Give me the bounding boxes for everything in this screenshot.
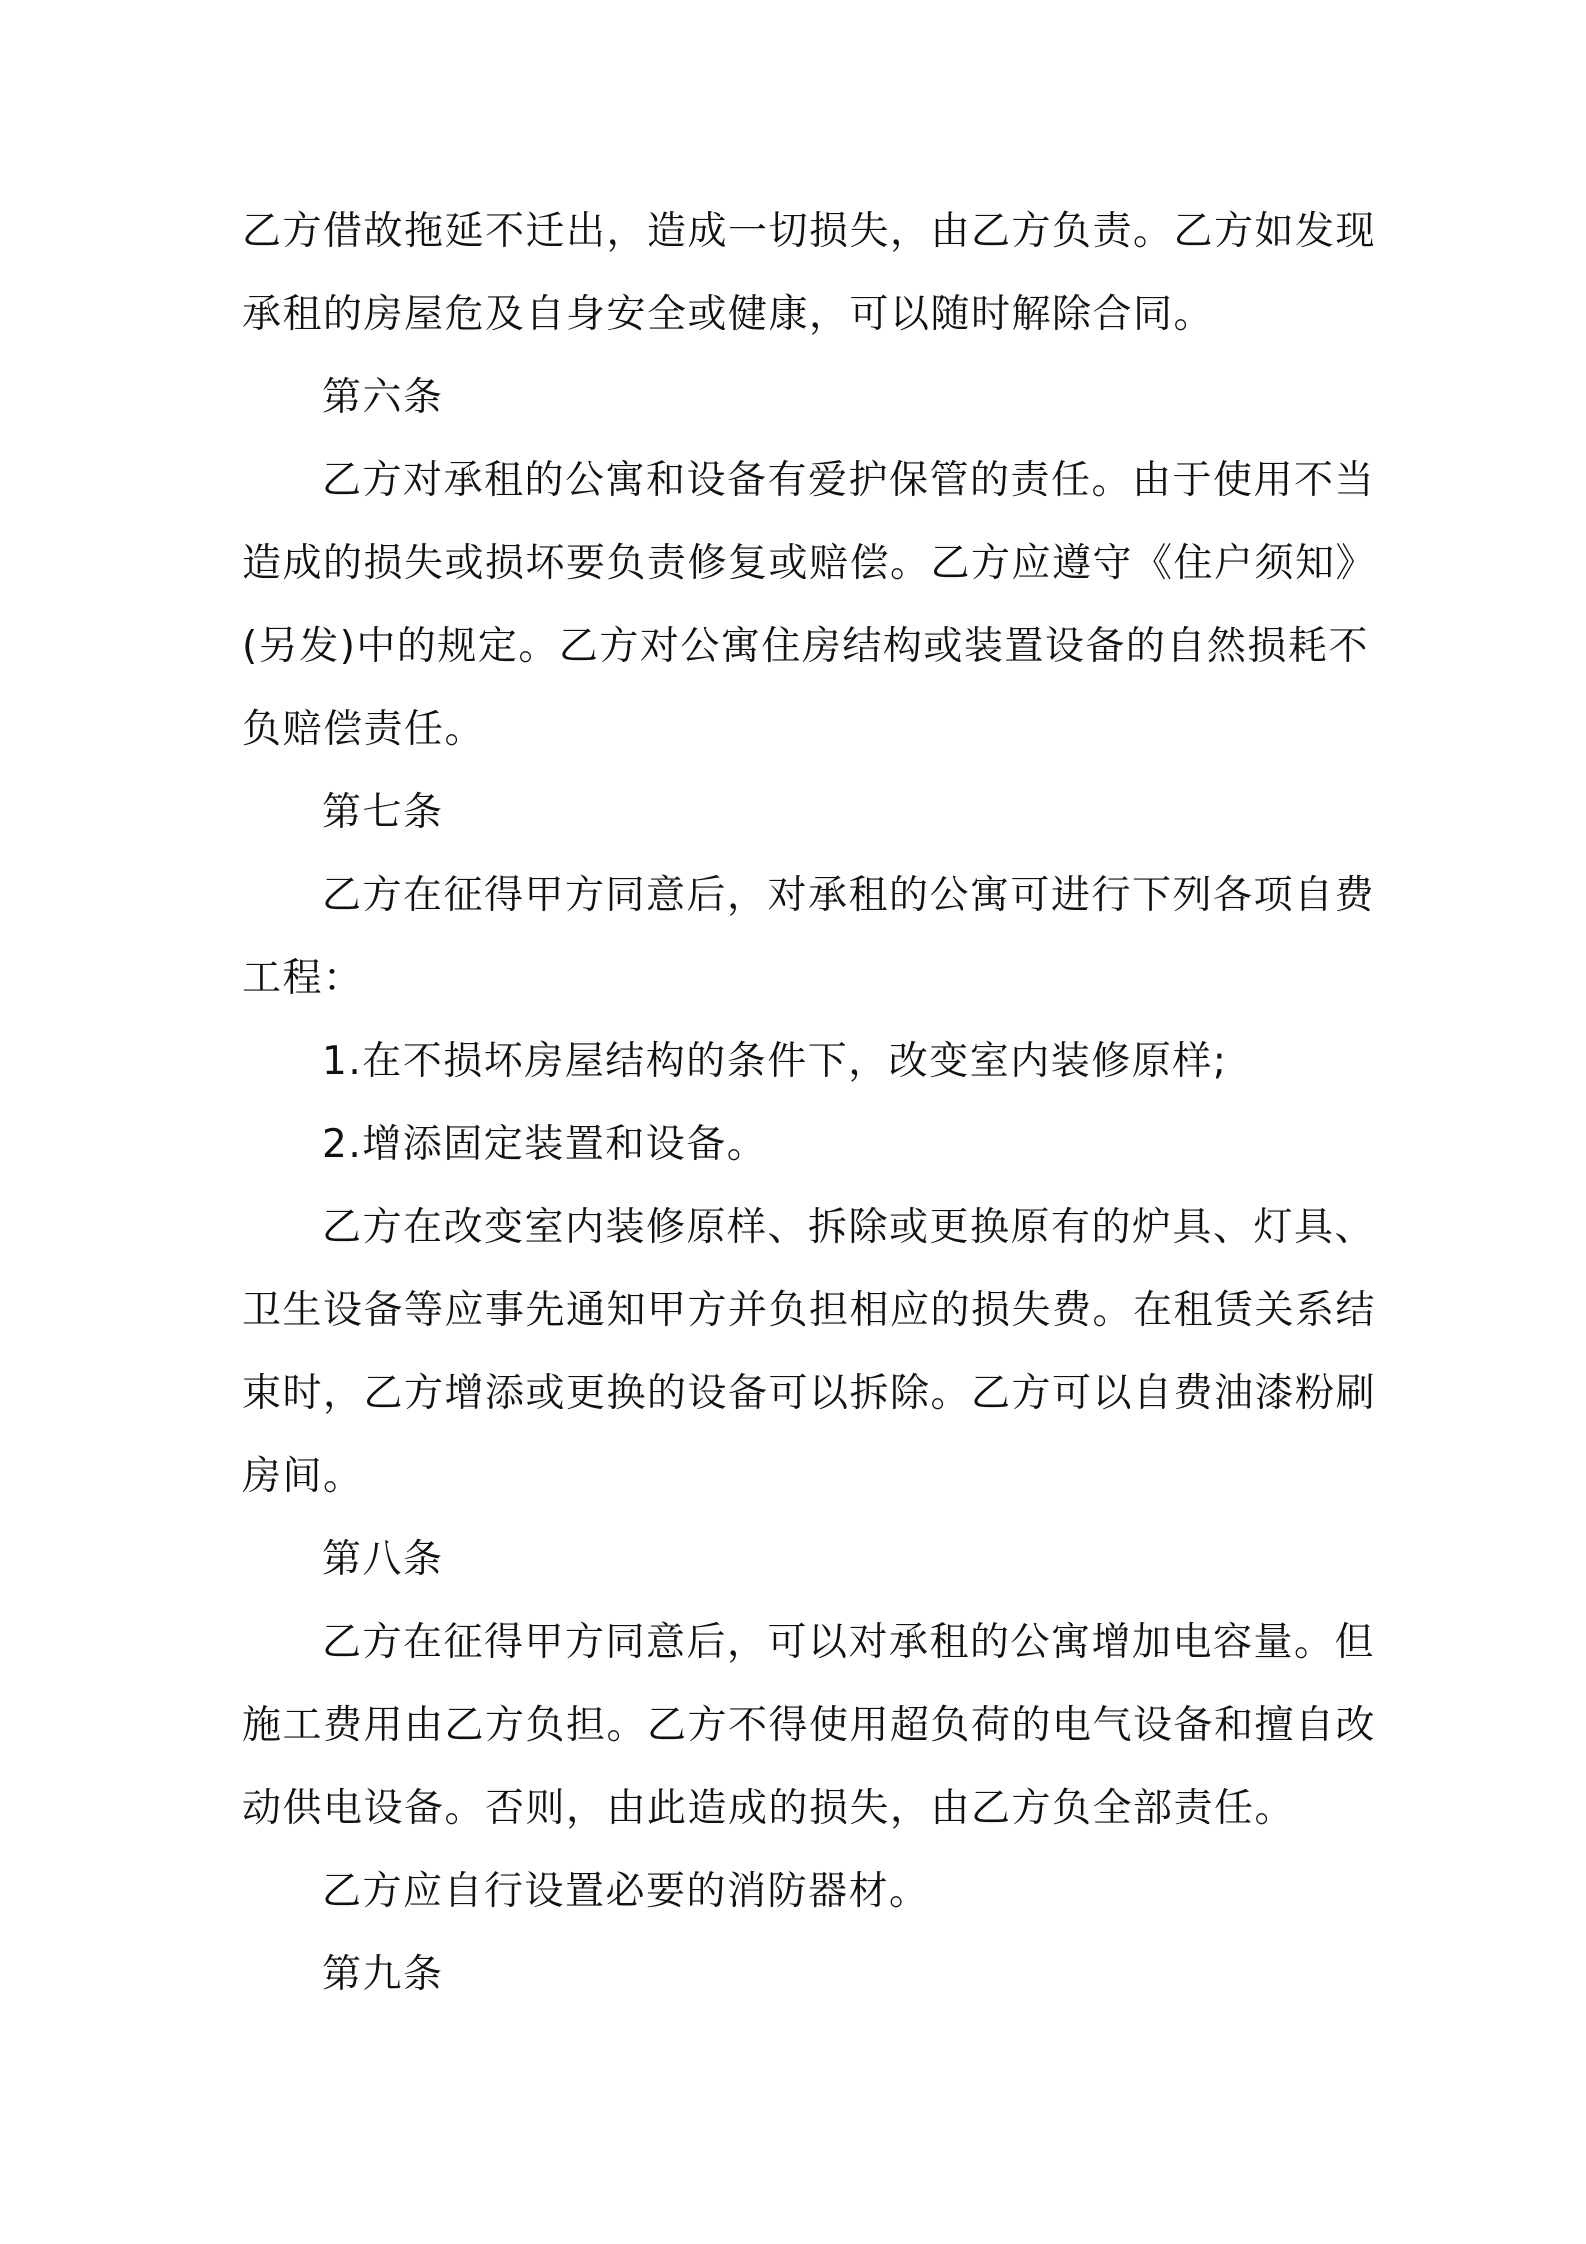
paragraph-line: 负赔偿责任。 — [242, 707, 486, 752]
article-heading-7: 第七条 — [322, 790, 444, 835]
paragraph-line: 束时，乙方增添或更换的设备可以拆除。乙方可以自费油漆粉刷 — [242, 1371, 1377, 1416]
paragraph-line: 乙方应自行设置必要的消防器材。 — [322, 1869, 930, 1914]
paragraph-line: 卫生设备等应事先通知甲方并负担相应的损失费。在租赁关系结 — [242, 1288, 1377, 1333]
paragraph-line: 造成的损失或损坏要负责修复或赔偿。乙方应遵守《住户须知》 — [242, 541, 1377, 586]
paragraph-line: 乙方在征得甲方同意后，可以对承租的公寓增加电容量。但 — [322, 1620, 1376, 1665]
list-item: 2.增添固定装置和设备。 — [322, 1122, 768, 1167]
list-item: 1.在不损坏房屋结构的条件下，改变室内装修原样; — [322, 1039, 1228, 1084]
article-heading-6: 第六条 — [322, 375, 444, 420]
paragraph-line: 乙方对承租的公寓和设备有爱护保管的责任。由于使用不当 — [322, 458, 1376, 503]
article-heading-9: 第九条 — [322, 1952, 444, 1997]
paragraph-line: 动供电设备。否则，由此造成的损失，由乙方负全部责任。 — [242, 1786, 1296, 1831]
paragraph-line: 房间。 — [242, 1454, 364, 1499]
article-heading-8: 第八条 — [322, 1537, 444, 1582]
paragraph-line: 施工费用由乙方负担。乙方不得使用超负荷的电气设备和擅自改 — [242, 1703, 1377, 1748]
paragraph-line: 乙方借故拖延不迁出，造成一切损失，由乙方负责。乙方如发现 — [242, 209, 1377, 254]
paragraph-line: 工程： — [242, 956, 364, 1001]
paragraph-line: 乙方在征得甲方同意后，对承租的公寓可进行下列各项自费 — [322, 873, 1376, 918]
document-body — [242, 190, 1377, 2016]
paragraph-line: 承租的房屋危及自身安全或健康，可以随时解除合同。 — [242, 292, 1215, 337]
paragraph-line: (另发)中的规定。乙方对公寓住房结构或装置设备的自然损耗不 — [242, 624, 1369, 669]
paragraph-line: 乙方在改变室内装修原样、拆除或更换原有的炉具、灯具、 — [322, 1205, 1376, 1250]
